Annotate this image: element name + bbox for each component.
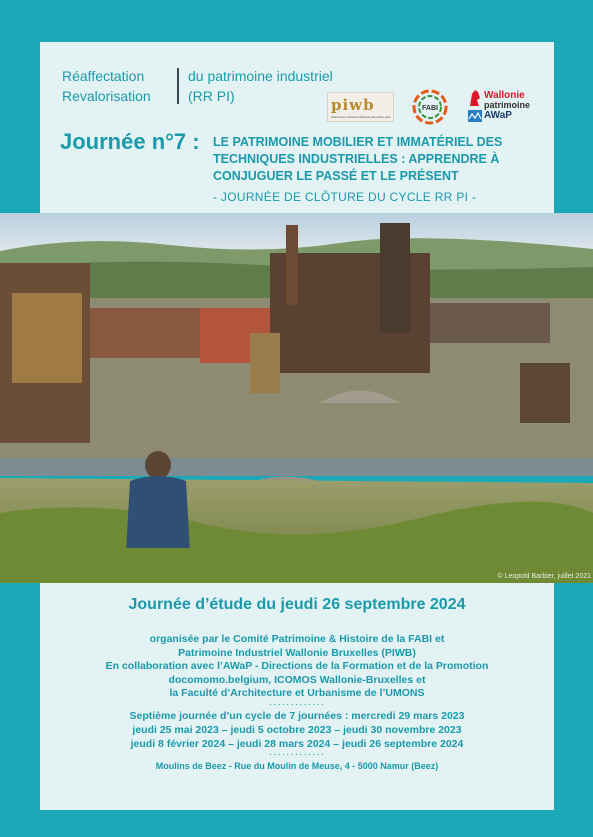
industrial-site-photo — [0, 213, 593, 583]
cycle-line-1: Septième journée d’un cycle de 7 journées : mercredi 29 mars 2023 — [129, 709, 465, 722]
photo-credit: © Leopold Barbier, juillet 2021 — [497, 573, 591, 580]
series-name-right — [188, 66, 333, 106]
series-right-line-2: (RR PI) — [188, 88, 235, 104]
patrimoine-wordmark: patrimoine — [484, 100, 531, 110]
piwb-logo — [327, 92, 394, 122]
organizers-line-1: organisée par le Comité Patrimoine & Histoire de la FABI et — [149, 633, 445, 645]
journee-title-line-1: LE PATRIMOINE MOBILIER ET IMMATÉRIEL DES — [213, 135, 503, 149]
series-name-left — [62, 66, 151, 106]
journee-title-line-3: CONJUGUER LE PASSÉ ET LE PRÉSENT — [213, 169, 459, 183]
dotted-separator: ············· — [268, 748, 326, 760]
steelworks-landscape-image — [0, 213, 593, 583]
walloon-rooster-icon — [468, 88, 482, 108]
journee-title — [213, 134, 548, 185]
series-divider — [177, 68, 179, 104]
series-right-line-1: du patrimoine industriel — [188, 68, 333, 84]
organizers-line-5: la Faculté d’Architecture et Urbanisme de l’UMONS — [169, 687, 425, 699]
dotted-separator: ············· — [268, 698, 326, 710]
journee-number: Journée n°7 : — [60, 129, 200, 154]
awap-mark-icon — [468, 110, 482, 122]
fabi-logo — [409, 86, 451, 128]
organizers-line-4: docomomo.belgium, ICOMOS Wallonie-Bruxelles et — [168, 673, 426, 686]
series-left-line-1: Réaffectation — [62, 68, 145, 84]
organizers-line-3: En collaboration avec l’AWaP - Directions de la Formation et de la Promotion — [105, 660, 489, 672]
piwb-logo-subtext: Patrimoine Industriel Wallonie-Bruxelles asbl — [331, 115, 391, 119]
awap-wordmark: AWaP — [484, 110, 512, 121]
cycle-dates-block — [40, 709, 554, 751]
series-left-line-2: Revalorisation — [62, 88, 151, 104]
cycle-line-3: jeudi 8 février 2024 – jeudi 28 mars 2024 – jeudi 26 septembre 2024 — [130, 737, 464, 750]
journee-title-line-2: TECHNIQUES INDUSTRIELLES : APPRENDRE À — [213, 152, 500, 166]
organizers-line-2: Patrimoine Industriel Wallonie Bruxelles (PIWB) — [178, 646, 416, 659]
header-panel — [40, 42, 554, 220]
event-heading: Journée d’étude du jeudi 26 septembre 2024 — [128, 596, 466, 613]
wallonie-wordmark: Wallonie — [484, 90, 525, 101]
venue-address: Moulins de Beez - Rue du Moulin de Meuse, 4 - 5000 Namur (Beez) — [155, 760, 439, 771]
wallonie-patrimoine-logo — [468, 88, 538, 124]
piwb-logo-mark: piwb — [331, 96, 375, 114]
cycle-line-2: jeudi 25 mai 2023 – jeudi 5 octobre 2023 – jeudi 30 novembre 2023 — [132, 723, 462, 736]
event-info-panel — [40, 583, 554, 810]
journee-subtitle: - JOURNÉE DE CLÔTURE DU CYCLE RR PI - — [213, 190, 477, 204]
fabi-logo-text: FABI — [422, 105, 438, 112]
organizers-block — [40, 633, 554, 701]
